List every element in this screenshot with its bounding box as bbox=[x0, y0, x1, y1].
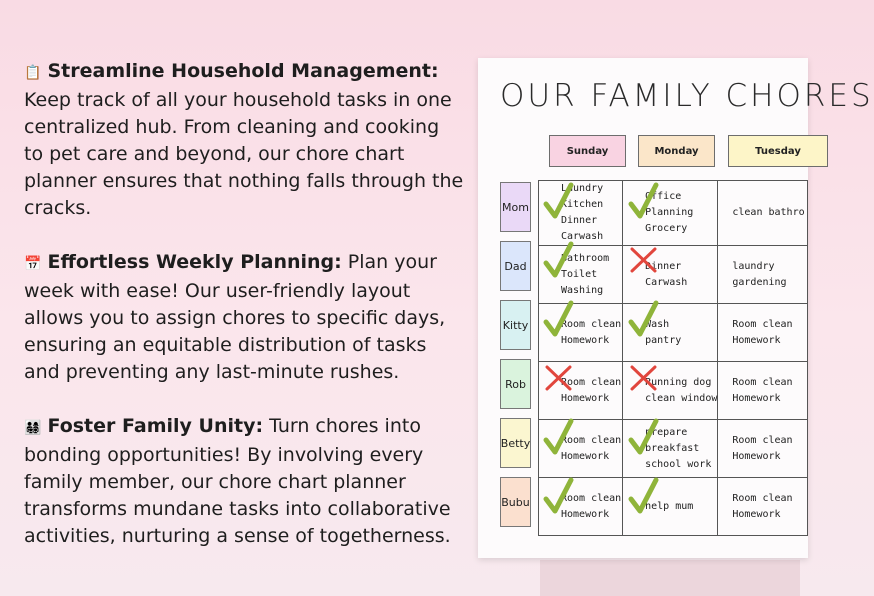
chore-text: Room clean bbox=[732, 434, 793, 446]
paragraph-household bbox=[24, 58, 464, 222]
family-icon: 👨‍👩‍👧‍👦 bbox=[24, 420, 42, 436]
chore-chart-sheet bbox=[478, 58, 874, 558]
table-row bbox=[539, 181, 808, 246]
chore-text: school work bbox=[645, 458, 712, 470]
chore-text: Dinner bbox=[645, 260, 682, 272]
table-row bbox=[539, 362, 808, 420]
chore-text: Carwash bbox=[645, 276, 688, 288]
member-name-kitty: Kitty bbox=[500, 300, 531, 350]
paragraph-body: Turn chores into bonding opportunities! By involving every family member, our chore chart planner transforms mundane tasks into collaborative activities, nurturing a sense of togetherness. bbox=[24, 415, 451, 547]
day-header-sunday: Sunday bbox=[549, 135, 626, 167]
paragraph-weekly bbox=[24, 249, 464, 386]
chore-cell bbox=[718, 478, 808, 536]
chore-text: gardening bbox=[732, 276, 787, 288]
chore-text: Homework bbox=[732, 508, 781, 520]
chore-cell bbox=[539, 304, 623, 362]
chore-text: laundry bbox=[732, 260, 775, 272]
chore-cell bbox=[539, 362, 623, 420]
paragraph-heading: Foster Family Unity: bbox=[47, 415, 264, 437]
chore-text: help mum bbox=[645, 500, 694, 512]
chore-text: Planning bbox=[645, 207, 694, 218]
clipboard-icon: 📋 bbox=[24, 65, 42, 81]
chore-text: Running dog bbox=[645, 376, 712, 388]
day-header-tuesday: Tuesday bbox=[728, 135, 828, 167]
chore-text: Room clean bbox=[732, 376, 793, 388]
chore-text: clean bathro bbox=[732, 207, 805, 218]
chore-text: Homework bbox=[561, 508, 610, 520]
table-row bbox=[539, 420, 808, 478]
day-header-monday: Monday bbox=[638, 135, 715, 167]
description-text bbox=[24, 58, 464, 577]
chore-cell bbox=[539, 420, 623, 478]
chore-text: Homework bbox=[732, 450, 781, 462]
chore-text: Homework bbox=[561, 450, 610, 462]
chart-title: OUR FAMILY CHORES bbox=[500, 78, 874, 114]
chore-cell bbox=[623, 246, 718, 304]
chore-text: Laundry bbox=[561, 183, 604, 194]
chore-cell bbox=[623, 420, 718, 478]
member-name-rob: Rob bbox=[500, 359, 531, 409]
chore-text: Dinner bbox=[561, 215, 598, 226]
chore-cell bbox=[718, 362, 808, 420]
chore-cell bbox=[623, 478, 718, 536]
chore-text: Room clean bbox=[561, 434, 622, 446]
chore-text: pantry bbox=[645, 334, 682, 346]
chore-text: Kitchen bbox=[561, 199, 604, 210]
sheet-shadow bbox=[540, 560, 800, 596]
chore-text: Room clean bbox=[732, 318, 793, 330]
chore-cell bbox=[539, 478, 623, 536]
chore-text: Washing bbox=[561, 284, 604, 296]
chore-cell bbox=[718, 304, 808, 362]
chore-cell bbox=[623, 181, 718, 246]
chore-text: Homework bbox=[561, 334, 610, 346]
chore-text: Office bbox=[645, 191, 682, 202]
chore-text: Homework bbox=[732, 392, 781, 404]
chore-text: Homework bbox=[561, 392, 610, 404]
calendar-icon: 📅 bbox=[24, 256, 42, 272]
chore-cell bbox=[539, 246, 623, 304]
paragraph-unity bbox=[24, 413, 464, 550]
chore-text: Grocery bbox=[645, 223, 688, 234]
chore-text: Room clean bbox=[732, 492, 793, 504]
chore-text: prepare bbox=[645, 426, 688, 438]
chore-text: Toilet bbox=[561, 268, 598, 280]
member-name-bubu: Bubu bbox=[500, 477, 531, 527]
chore-text: breakfast bbox=[645, 442, 700, 454]
table-row bbox=[539, 246, 808, 304]
chore-cell bbox=[718, 420, 808, 478]
chore-text: clean window bbox=[645, 392, 718, 404]
member-name-mom: Mom bbox=[500, 182, 531, 232]
paragraph-body: Plan your week with ease! Our user-friendly layout allows you to assign chores to specific days, ensuring an equitable distribution of tasks and preventing any last-minute rushes. bbox=[24, 251, 446, 383]
chore-cell bbox=[623, 304, 718, 362]
chore-text: Room clean bbox=[561, 492, 622, 504]
chore-text: Room clean bbox=[561, 318, 622, 330]
member-name-dad: Dad bbox=[500, 241, 531, 291]
paragraph-heading: Streamline Household Management: bbox=[47, 60, 439, 82]
member-name-betty: Betty bbox=[500, 418, 531, 468]
chore-text: Carwash bbox=[561, 231, 604, 242]
chore-text: Room clean bbox=[561, 376, 622, 388]
chore-text: Homework bbox=[732, 334, 781, 346]
chore-cell bbox=[539, 181, 623, 246]
chore-cell bbox=[718, 181, 808, 246]
chore-cell bbox=[718, 246, 808, 304]
table-row bbox=[539, 304, 808, 362]
chore-text: Bathroom bbox=[561, 252, 610, 264]
paragraph-heading: Effortless Weekly Planning: bbox=[47, 251, 342, 273]
chore-cell bbox=[623, 362, 718, 420]
chore-text: Wash bbox=[645, 318, 670, 330]
chore-grid bbox=[538, 180, 808, 536]
paragraph-body: Keep track of all your household tasks in one centralized hub. From cleaning and cooking to pet care and beyond, our chore chart planner ensures that nothing falls through the cracks. bbox=[24, 89, 464, 219]
table-row bbox=[539, 478, 808, 536]
